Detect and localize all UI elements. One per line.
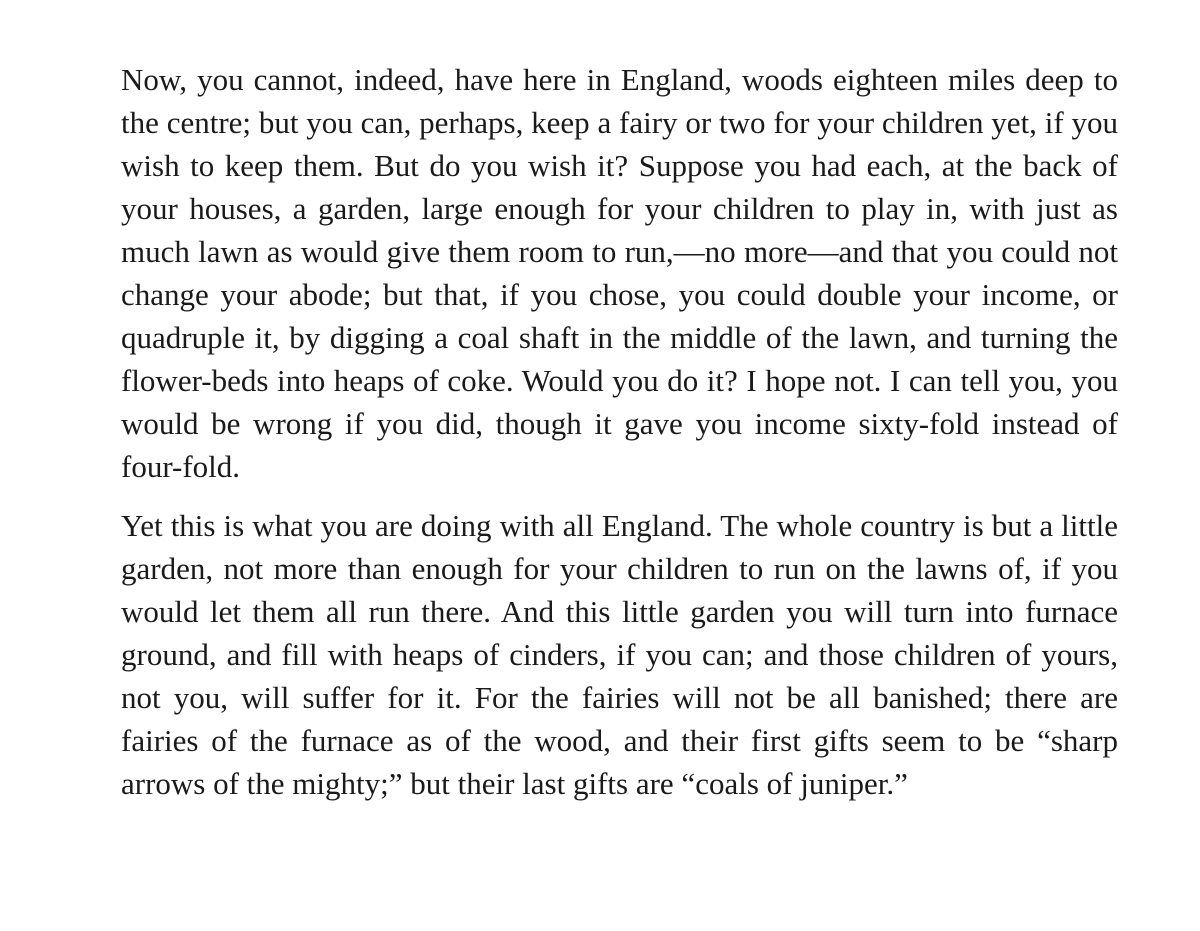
document-page — [121, 58, 1118, 805]
paragraph-1: Now, you cannot, indeed, have here in England, woods eighteen miles deep to the centre; but you can, perhaps, keep a fairy or two for your children yet, if you wish to keep them. But do you wish it? Suppose you had each, at the back of your houses, a garden, large enough for your children to play in, with just as much lawn as would give them room to run,—no more—and that you could not change your abode; but that, if you chose, you could double your income, or quadruple it, by digging a coal shaft in the middle of the lawn, and turning the flower-beds into heaps of coke. Would you do it? I hope not. I can tell you, you would be wrong if you did, though it gave you income sixty-fold instead of four-fold. — [121, 62, 1118, 484]
paragraph-2: Yet this is what you are doing with all England. The whole country is but a little garden, not more than enough for your children to run on the lawns of, if you would let them all run there. And this little garden you will turn into furnace ground, and fill with heaps of cinders, if you can; and those children of yours, not you, will suffer for it. For the fairies will not be all banished; there are fairies of the furnace as of the wood, and their first gifts seem to be “sharp arrows of the mighty;” but their last gifts are “coals of juniper.” — [121, 508, 1118, 801]
